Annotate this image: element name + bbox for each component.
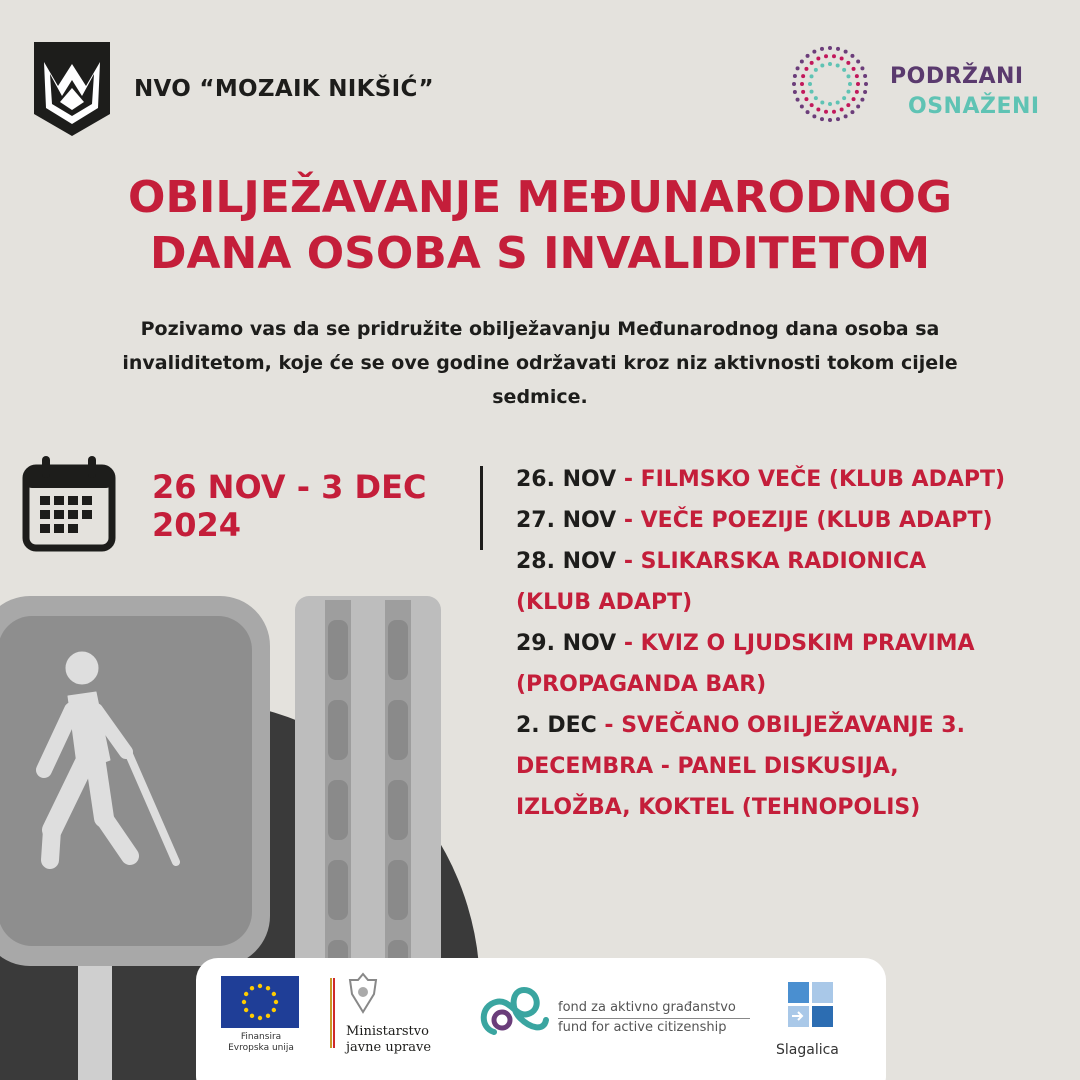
eu-flag-icon	[221, 976, 299, 1028]
calendar-icon	[22, 454, 116, 552]
schedule-date: 2. DEC	[516, 713, 597, 738]
title-line1: OBILJEŽAVANJE MEĐUNARODNOG	[128, 172, 952, 223]
fund-name-local: fond za aktivno građanstvo	[558, 1000, 736, 1015]
fund-divider	[558, 1018, 750, 1019]
fund-name-english: fund for active citizenship	[558, 1020, 727, 1035]
schedule-event-continued: (KLUB ADAPT)	[516, 590, 693, 615]
partner-name-line1: PODRŽANI	[890, 64, 1024, 89]
schedule-event-continued: DECEMBRA - PANEL DISKUSIJA,	[516, 754, 899, 779]
schedule-date: 26. NOV	[516, 467, 617, 492]
schedule-event: - FILMSKO VEČE (KLUB ADAPT)	[616, 467, 1006, 492]
schedule-event: - KVIZ O LJUDSKIM PRAVIMA	[616, 631, 975, 656]
schedule-item	[516, 623, 1066, 664]
slagalica-logo-icon	[788, 982, 834, 1028]
fund-active-citizenship-logo-icon	[480, 984, 550, 1040]
schedule-event: - SVEČANO OBILJEŽAVANJE 3.	[596, 713, 965, 738]
sponsors-footer	[196, 958, 886, 1080]
divider	[480, 466, 483, 550]
eu-caption	[216, 1032, 306, 1054]
intro-line2: invaliditetom, koje će se ove godine održavati kroz niz aktivnosti tokom cijele	[122, 352, 958, 374]
ministry-name	[346, 1024, 431, 1056]
schedule-date: 27. NOV	[516, 508, 617, 533]
schedule-date: 29. NOV	[516, 631, 617, 656]
schedule-event-continued: IZLOŽBA, KOKTEL (TEHNOPOLIS)	[516, 795, 921, 820]
schedule-item	[516, 500, 1066, 541]
schedule-event: - VEČE POEZIJE (KLUB ADAPT)	[616, 508, 993, 533]
schedule-date: 28. NOV	[516, 549, 617, 574]
organization-name: NVO “MOZAIK NIKŠIĆ”	[134, 76, 434, 102]
schedule-item	[516, 705, 1066, 746]
schedule-item	[516, 459, 1066, 500]
montenegro-crest-icon	[346, 972, 380, 1016]
title-line2: DANA OSOBA S INVALIDITETOM	[149, 228, 931, 279]
podrzani-osnazeni-logo-icon	[790, 44, 870, 124]
schedule-event-continued: (PROPAGANDA BAR)	[516, 672, 767, 697]
date-year: 2024	[152, 506, 242, 544]
slagalica-name: Slagalica	[776, 1042, 839, 1058]
intro-text	[60, 312, 1020, 414]
partner-name-line2: OSNAŽENI	[908, 94, 1040, 119]
ministry-line2: javne uprave	[346, 1040, 432, 1055]
eu-caption-line1: Finansira	[240, 1032, 282, 1042]
schedule-list	[516, 459, 1066, 828]
eu-caption-line2: Evropska unija	[228, 1043, 294, 1053]
ministry-line1: Ministarstvo	[346, 1024, 429, 1039]
schedule-item	[516, 541, 1066, 582]
schedule-event: - SLIKARSKA RADIONICA	[616, 549, 927, 574]
ministry-divider-red	[333, 978, 335, 1048]
mozaik-logo-icon	[32, 40, 112, 138]
ministry-divider	[330, 978, 332, 1048]
intro-line1: Pozivamo vas da se pridružite obilježavanju Međunarodnog dana osoba sa	[140, 318, 940, 340]
date-range: 26 NOV - 3 DEC	[152, 468, 427, 506]
intro-line3: sedmice.	[492, 386, 588, 408]
